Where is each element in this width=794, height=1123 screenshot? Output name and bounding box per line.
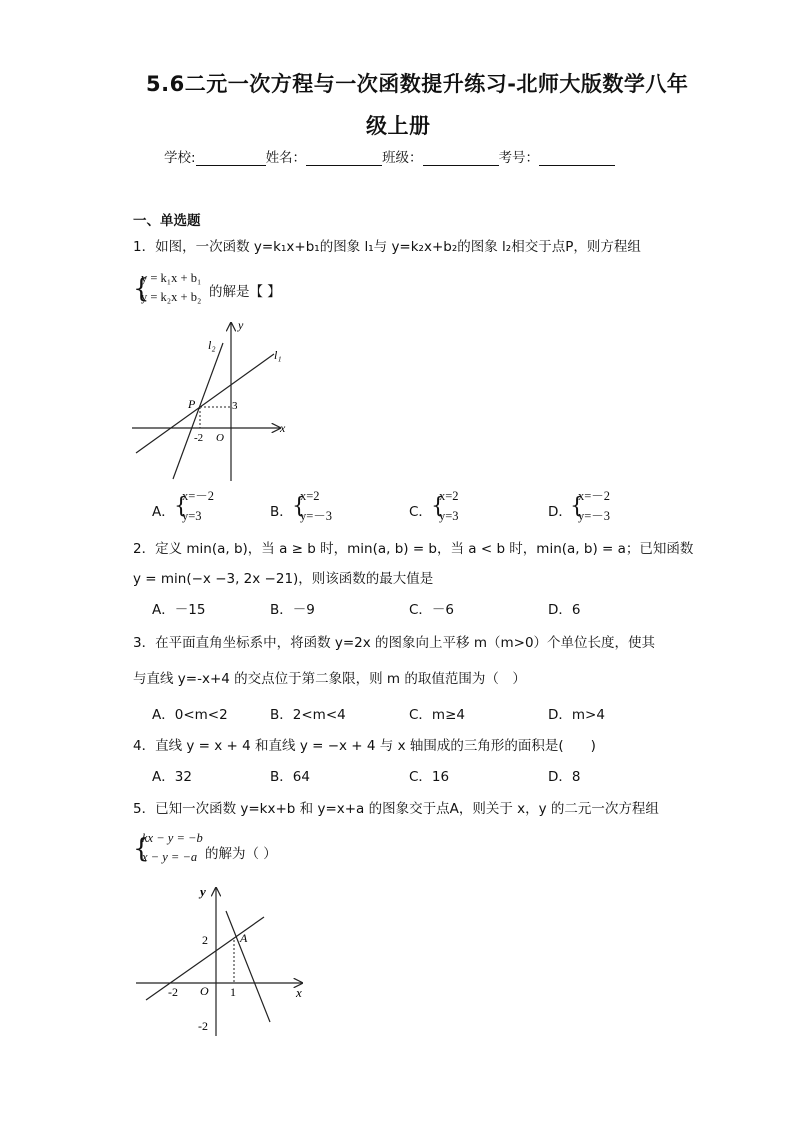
q1-tail: 的解是【 】 (209, 284, 281, 300)
section-heading: 一、单选题 (133, 213, 201, 229)
q3-line1: 3．在平面直角坐标系中，将函数 y=2x 的图象向上平移 m（m>0）个单位长度，使其 (133, 635, 656, 651)
label-1: 1 (230, 985, 236, 999)
option-eq2: y=3 (182, 509, 202, 523)
q2-line1: 2．定义 min(a, b)，当 a ≥ b 时，min(a, b) = b，当 a < b 时，min(a, b) = a；已知函数 (133, 541, 694, 557)
q1-graph (128, 315, 293, 485)
q5-eq1: kx − y = −b (142, 831, 203, 845)
school-blank (196, 151, 266, 166)
q2-option-b[interactable]: B．－9 (270, 602, 315, 618)
class-blank (423, 151, 499, 166)
q3-line2: 与直线 y=-x+4 的交点位于第二象限，则 m 的取值范围为（ ） (133, 671, 526, 687)
option-eq1: x=2 (300, 489, 320, 503)
label-x: x (280, 421, 286, 435)
label-origin: O (216, 432, 224, 444)
q1-text: 1．如图，一次函数 y=k₁x+b₁的图象 l₁与 y=k₂x+b₂的图象 l₂相交于点P，则方程组 (133, 239, 641, 255)
name-label: 姓名： (265, 150, 307, 166)
label-neg2-x: -2 (168, 985, 178, 999)
name-blank (306, 151, 382, 166)
q4-option-a[interactable]: A．32 (152, 769, 192, 785)
label-l2: l₂ (208, 338, 216, 352)
option-label: B． (270, 504, 293, 520)
label-A: A (240, 931, 248, 945)
q3-option-b[interactable]: B．2<m<4 (270, 707, 346, 723)
q3-option-d[interactable]: D．m>4 (548, 707, 605, 723)
option-label: D． (548, 504, 572, 520)
q1-options (152, 488, 632, 528)
label-3: 3 (232, 400, 238, 412)
label-x: x (296, 985, 302, 1000)
q2-option-c[interactable]: C．－6 (409, 602, 455, 618)
option-label: C． (409, 504, 432, 520)
label-origin: O (200, 984, 209, 998)
label-neg2-y: -2 (198, 1019, 208, 1033)
label-neg2: -2 (194, 432, 204, 444)
q5-tail: 的解为（ ） (205, 846, 277, 862)
q5-graph (130, 882, 315, 1042)
page-title-line2: 级上册 (366, 114, 431, 138)
option-eq1: x=2 (439, 489, 459, 503)
q4-option-d[interactable]: D．8 (548, 769, 581, 785)
option-eq2: y=－3 (300, 509, 333, 523)
q4-line1: 4．直线 y = x + 4 和直线 y = −x + 4 与 x 轴围成的三角形的面积是( ) (133, 738, 596, 754)
label-2: 2 (202, 933, 208, 947)
q1-eq2: y = k₂x + b₂ (141, 290, 202, 304)
option-eq1: x=－2 (182, 489, 215, 503)
brace: { (570, 494, 584, 519)
line-l1 (136, 354, 274, 453)
q2-option-d[interactable]: D．6 (548, 602, 581, 618)
brace: { (174, 494, 188, 519)
school-label: 学校: (164, 150, 196, 166)
option-eq2: y=－3 (578, 509, 611, 523)
brace: { (292, 494, 306, 519)
q5-eq2: x − y = −a (142, 850, 198, 864)
q2-option-a[interactable]: A．－15 (152, 602, 206, 618)
q3-option-c[interactable]: C．m≥4 (409, 707, 465, 723)
brace: { (133, 834, 150, 864)
label-y: y (200, 884, 206, 899)
q4-option-c[interactable]: C．16 (409, 769, 450, 785)
class-label: 班级： (382, 150, 423, 166)
q1-eq1: y = k₁x + b₁ (141, 271, 202, 285)
label-y: y (238, 318, 244, 332)
q4-option-b[interactable]: B．64 (270, 769, 310, 785)
info-line (164, 146, 615, 166)
line-l2 (173, 343, 223, 479)
brace: { (133, 274, 150, 304)
q3-option-a[interactable]: A．0<m<2 (152, 707, 228, 723)
number-blank (539, 151, 615, 166)
option-eq1: x=－2 (578, 489, 611, 503)
brace: { (431, 494, 445, 519)
label-l1: l₁ (274, 348, 282, 362)
label-P: P (188, 397, 196, 411)
page-title: 5.6二元一次方程与一次函数提升练习-北师大版数学八年 (146, 72, 689, 96)
q5-line1: 5．已知一次函数 y=kx+b 和 y=x+a 的图象交于点A，则关于 x，y 的二元一次方程组 (133, 801, 659, 817)
number-label: 考号： (498, 150, 540, 166)
option-eq2: y=3 (439, 509, 459, 523)
q2-line2: y = min(−x −3, 2x −21)，则该函数的最大值是 (133, 571, 434, 587)
option-label: A． (152, 504, 175, 520)
